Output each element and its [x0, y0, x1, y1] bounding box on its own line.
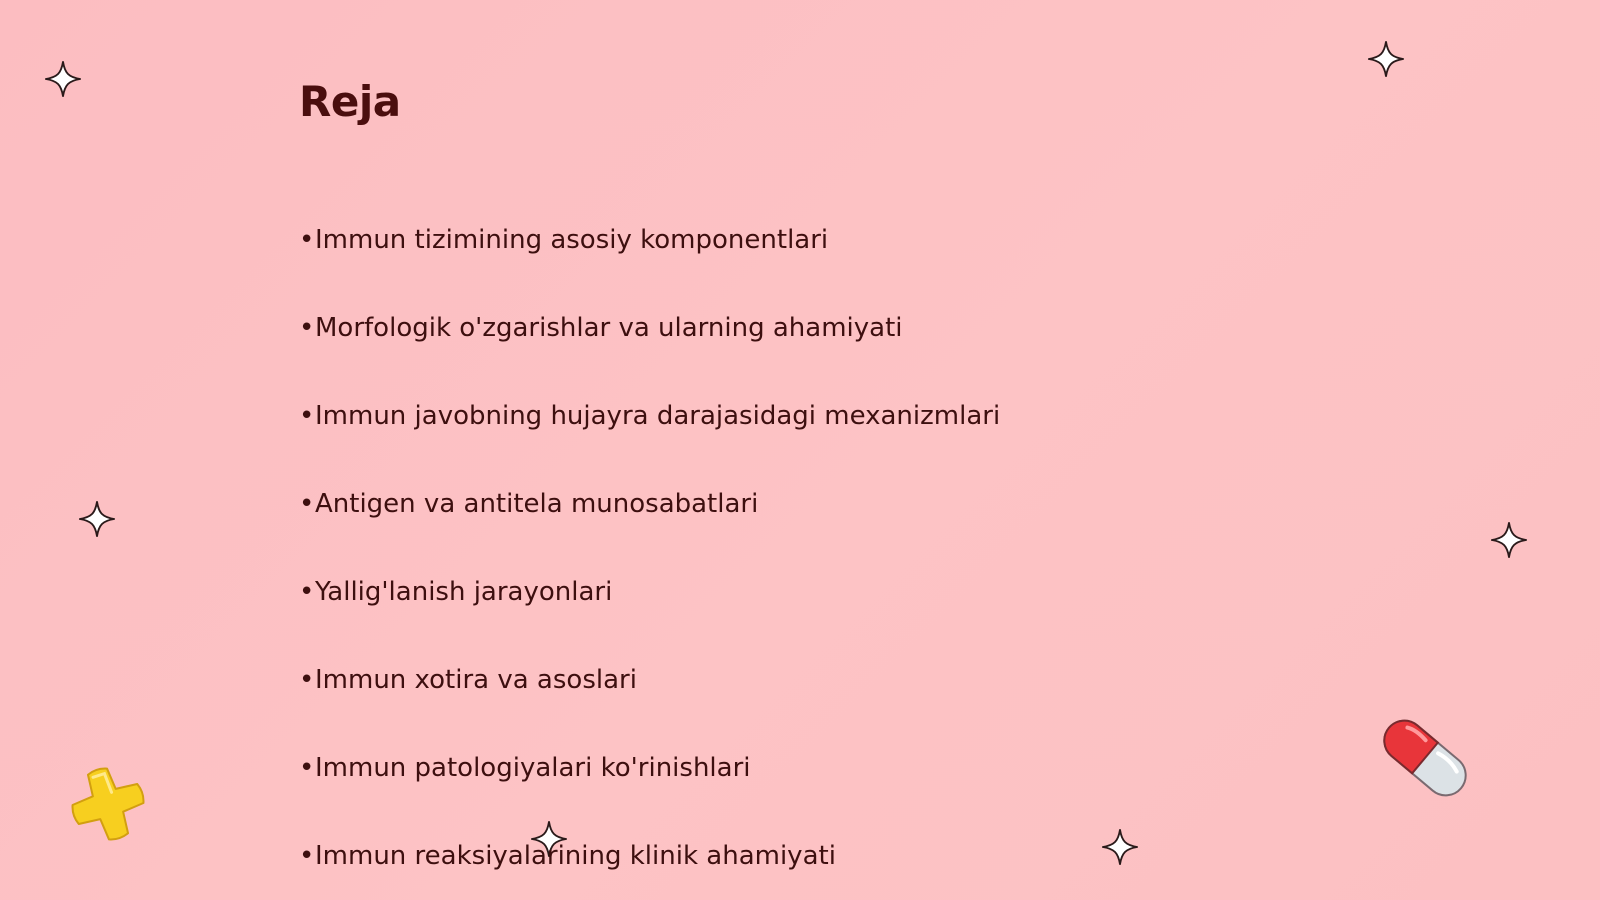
bullet-icon: • — [299, 489, 315, 519]
yellow-cross-icon — [68, 764, 148, 848]
agenda-item-text: Yallig'lanish jarayonlari — [315, 577, 613, 607]
agenda-list — [299, 218, 1000, 900]
agenda-item-text: Immun patologiyalari ko'rinishlari — [315, 753, 751, 783]
bullet-icon: • — [299, 577, 315, 607]
sparkle-icon — [1367, 40, 1405, 78]
sparkle-icon — [1101, 828, 1139, 866]
sparkle-icon — [78, 500, 116, 538]
agenda-item-text: Antigen va antitela munosabatlari — [315, 489, 759, 519]
bullet-icon: • — [299, 313, 315, 343]
agenda-item — [299, 394, 1000, 482]
bullet-icon: • — [299, 401, 315, 431]
agenda-item — [299, 218, 1000, 306]
sparkle-icon — [44, 60, 82, 98]
bullet-icon: • — [299, 665, 315, 695]
agenda-item — [299, 746, 1000, 834]
agenda-item — [299, 306, 1000, 394]
agenda-item-text: Morfologik o'zgarishlar va ularning ahamiyati — [315, 313, 903, 343]
agenda-item-text: Immun javobning hujayra darajasidagi mexanizmlari — [315, 401, 1001, 431]
agenda-item-text: Immun reaksiyalarining klinik ahamiyati — [315, 841, 836, 871]
agenda-item-text: Immun tizimining asosiy komponentlari — [315, 225, 829, 255]
pill-capsule-icon — [1370, 708, 1480, 812]
agenda-item-text: Immun xotira va asoslari — [315, 665, 637, 695]
slide-title: Reja — [299, 77, 401, 126]
agenda-item — [299, 482, 1000, 570]
agenda-item — [299, 570, 1000, 658]
bullet-icon: • — [299, 753, 315, 783]
bullet-icon: • — [299, 225, 315, 255]
agenda-item — [299, 834, 1000, 900]
bullet-icon: • — [299, 841, 315, 871]
sparkle-icon — [1490, 521, 1528, 559]
agenda-item — [299, 658, 1000, 746]
